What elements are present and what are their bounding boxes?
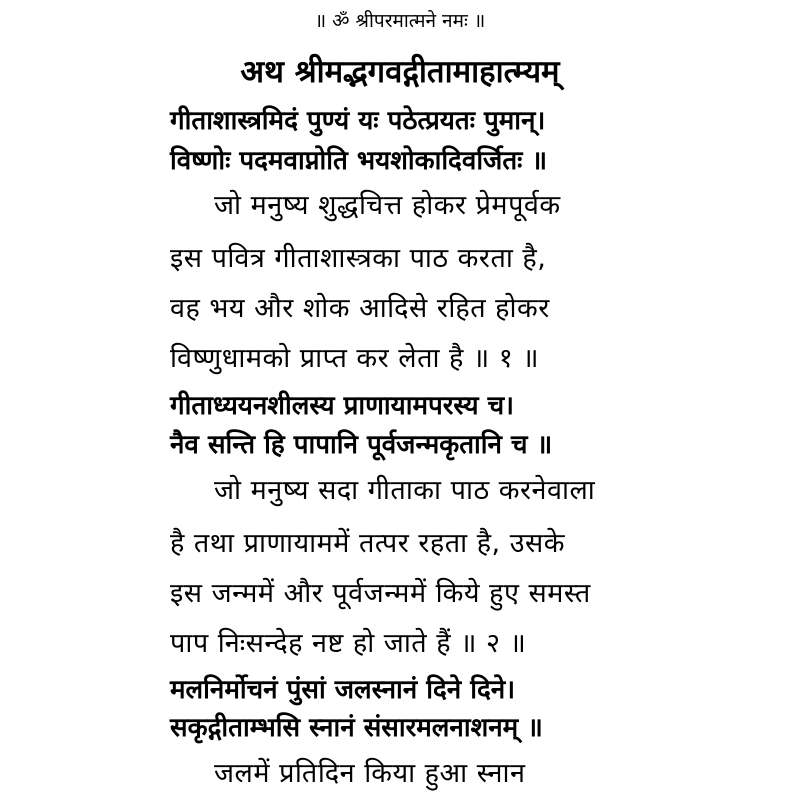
verse-3-line-1: मलनिर्मोचनं पुंसां जलस्नानं दिने दिने। [170,675,516,705]
translation-1-line-2: इस पवित्र गीताशास्त्रका पाठ करता है, [170,243,547,274]
translation-3-line-1: जलमें प्रतिदिन किया हुआ स्नान [214,758,526,789]
translation-1-line-3: वह भय और शोक आदिसे रहित होकर [170,293,550,324]
verse-3-line-2: सकृद्गीताम्भसि स्नानं संसारमलनाशनम् ॥ [170,713,543,743]
translation-2-line-1: जो मनुष्य सदा गीताका पाठ करनेवाला [214,475,596,506]
translation-2-line-2: है तथा प्राणायाममें तत्पर रहता है, उसके [170,528,565,559]
verse-2-line-2: नैव सन्ति हि पापानि पूर्वजन्मकृतानि च ॥ [170,430,553,460]
page-title: अथ श्रीमद्भगवद्गीतामाहात्म्यम् [240,54,560,90]
verse-2-line-1: गीताध्ययनशीलस्य प्राणायामपरस्य च। [170,391,515,421]
verse-1-line-2: विष्णोः पदमवाप्नोति भयशोकादिवर्जितः ॥ [170,146,548,176]
translation-2-line-3: इस जन्ममें और पूर्वजन्ममें किये हुए समस्त [170,578,591,609]
verse-1-line-1: गीताशास्त्रमिदं पुण्यं यः पठेत्प्रयतः पुमान्। [170,106,546,136]
translation-1-line-1: जो मनुष्य शुद्धचित्त होकर प्रेमपूर्वक [214,190,561,221]
translation-2-line-4: पाप निःसन्देह नष्ट हो जाते हैं ॥ २ ॥ [170,628,527,659]
invocation-line: ॥ ॐ श्रीपरमात्मने नमः ॥ [314,10,486,32]
translation-1-line-4: विष्णुधामको प्राप्त कर लेता है ॥ १ ॥ [170,343,540,374]
